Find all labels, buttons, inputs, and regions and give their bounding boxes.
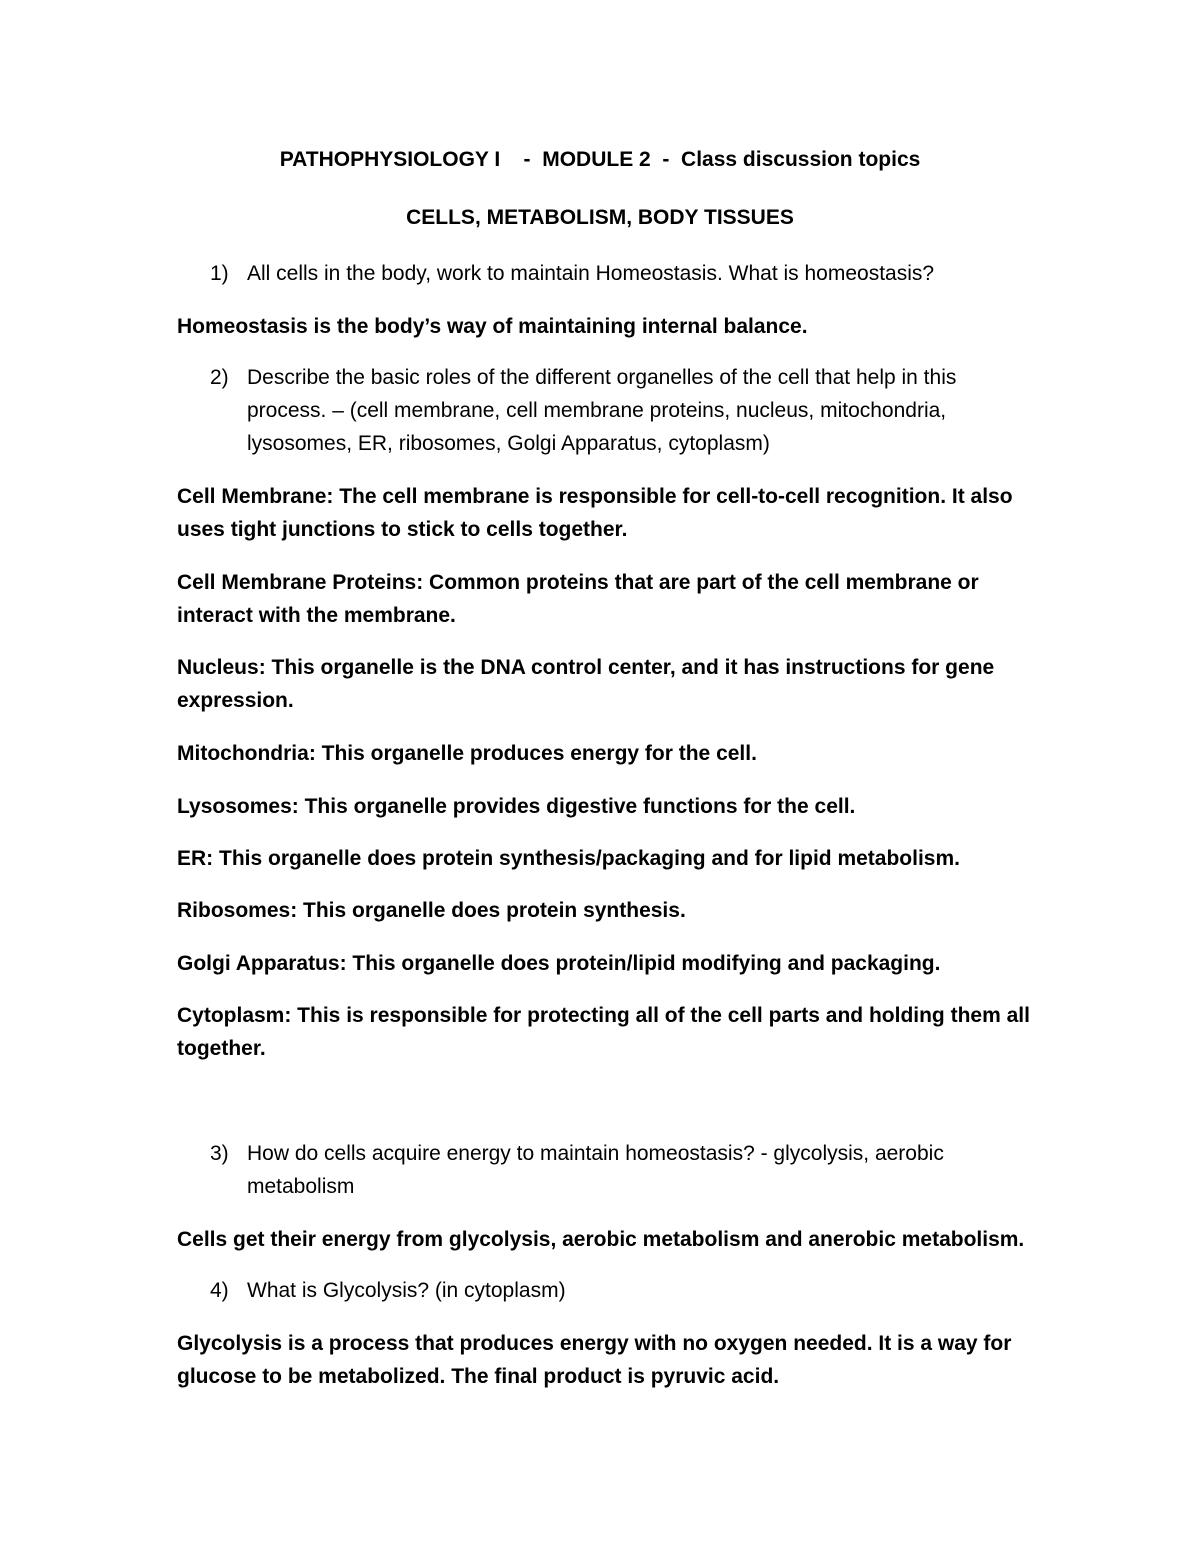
- answer-4-line-1: Glycolysis is a process that produces energy with no oxygen needed. It is a way for: [177, 1332, 1012, 1355]
- membrane-proteins-answer-line-1: Cell Membrane Proteins: Common proteins that are part of the cell membrane or: [177, 571, 979, 594]
- cytoplasm-answer-line-2: together.: [177, 1037, 266, 1060]
- mitochondria-answer: Mitochondria: This organelle produces energy for the cell.: [177, 742, 757, 765]
- ribosomes-answer: Ribosomes: This organelle does protein synthesis.: [177, 899, 686, 922]
- cell-membrane-answer-line-2: uses tight junctions to stick to cells together.: [177, 518, 628, 541]
- nucleus-answer-line-2: expression.: [177, 689, 294, 712]
- question-2-line-3: lysosomes, ER, ribosomes, Golgi Apparatus, cytoplasm): [247, 432, 770, 455]
- membrane-proteins-answer-line-2: interact with the membrane.: [177, 604, 456, 627]
- question-2-line-2: process. – (cell membrane, cell membrane proteins, nucleus, mitochondria,: [247, 399, 947, 422]
- question-3-number: 3): [210, 1142, 229, 1165]
- er-answer: ER: This organelle does protein synthesis/packaging and for lipid metabolism.: [177, 847, 960, 870]
- question-2-line-1: Describe the basic roles of the different organelles of the cell that help in this: [247, 366, 957, 389]
- answer-3: Cells get their energy from glycolysis, aerobic metabolism and anerobic metabolism.: [177, 1228, 1025, 1251]
- nucleus-answer-line-1: Nucleus: This organelle is the DNA control center, and it has instructions for gene: [177, 656, 995, 679]
- question-3-line-1: How do cells acquire energy to maintain homeostasis? - glycolysis, aerobic: [247, 1142, 944, 1165]
- question-3-line-2: metabolism: [247, 1175, 355, 1198]
- question-4-number: 4): [210, 1279, 229, 1302]
- cytoplasm-answer-line-1: Cytoplasm: This is responsible for protecting all of the cell parts and holding them all: [177, 1004, 1030, 1027]
- question-4-text: What is Glycolysis? (in cytoplasm): [247, 1279, 566, 1302]
- answer-1: Homeostasis is the body’s way of maintaining internal balance.: [177, 315, 808, 338]
- question-2-number: 2): [210, 366, 229, 389]
- lysosomes-answer: Lysosomes: This organelle provides digestive functions for the cell.: [177, 795, 856, 818]
- question-1-number: 1): [210, 262, 229, 285]
- cell-membrane-answer-line-1: Cell Membrane: The cell membrane is responsible for cell-to-cell recognition. It also: [177, 485, 1013, 508]
- document-subtitle: CELLS, METABOLISM, BODY TISSUES: [406, 206, 794, 229]
- document-title: PATHOPHYSIOLOGY I - MODULE 2 - Class discussion topics: [279, 148, 921, 171]
- answer-4-line-2: glucose to be metabolized. The final product is pyruvic acid.: [177, 1365, 780, 1388]
- question-1-text: All cells in the body, work to maintain Homeostasis. What is homeostasis?: [247, 262, 935, 285]
- golgi-answer: Golgi Apparatus: This organelle does protein/lipid modifying and packaging.: [177, 952, 941, 975]
